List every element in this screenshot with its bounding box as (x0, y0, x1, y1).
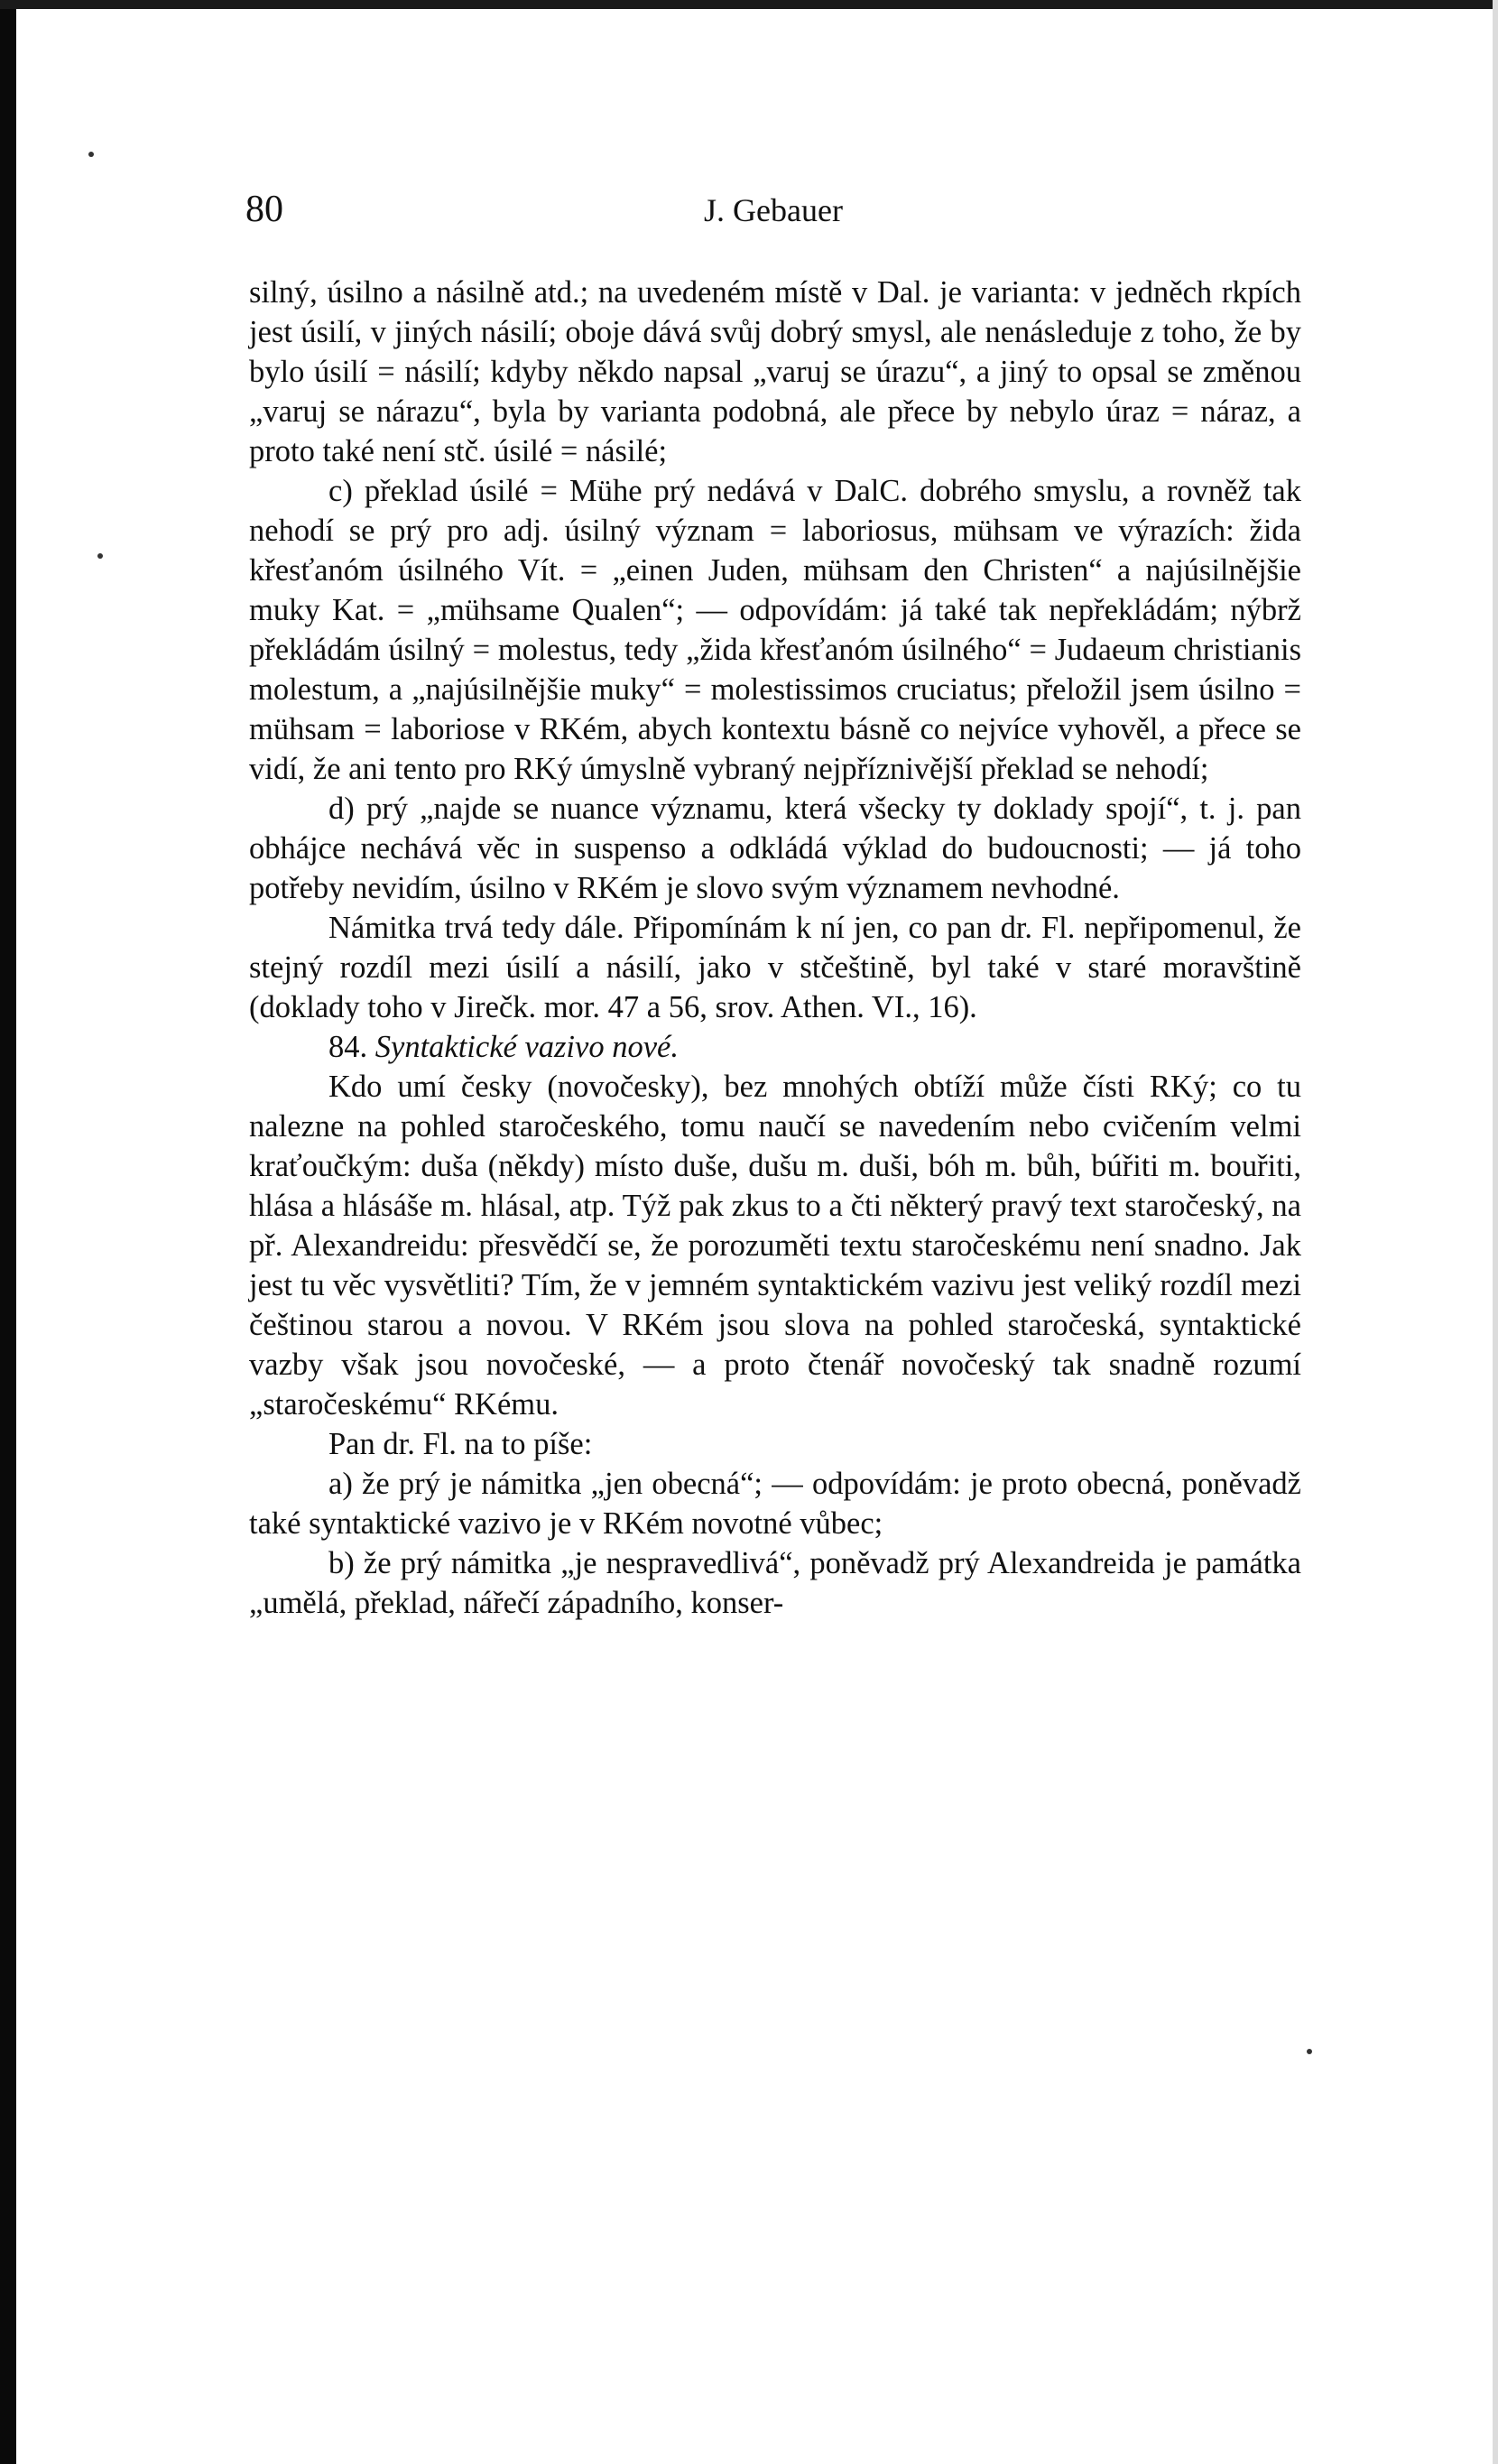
section-heading (249, 1027, 1301, 1067)
page-number: 80 (245, 189, 283, 230)
scan-speck (97, 553, 103, 559)
paragraph: b) že prý námitka „je nespravedlivá“, poněvadž prý Alexandreida je památka „umělá, překlad, nářečí západního, konser- (249, 1546, 1301, 1620)
page-body (249, 273, 1301, 1623)
paragraph: silný, úsilno a násilně atd.; na uvedeném místě v Dal. je varianta: v jedněch rkpích jest úsilí, v jiných násilí; oboje dává svůj dobrý smysl, ale nenásleduje z toho, že by bylo úsilí = násilí; kdyby někdo napsal „varuj se úrazu“, a jiný to opsal se změnou „varuj se nárazu“, byla by varianta podobná, ale přece by nebylo úraz = náraz, a proto také není stč. úsilé = násilé; (249, 275, 1301, 468)
paragraph: d) prý „najde se nuance významu, která všecky ty doklady spojí“, t. j. pan obhájce nechává věc in suspenso a odkládá výklad do budoucnosti; — já toho potřeby nevidím, úsilno v RKém je slovo svým významem nevhodné. (249, 792, 1301, 905)
paragraph: Námitka trvá tedy dále. Připomínám k ní jen, co pan dr. Fl. nepřipomenul, že stejný rozdíl mezi úsilí a násilí, jako v stčeštině, byl také v staré moravštině (doklady toho v Jirečk. mor. 47 a 56, srov. Athen. VI., 16). (249, 911, 1301, 1024)
paragraph: a) že prý je námitka „jen obecná“; — odpovídám: je proto obecná, poněvadž také syntaktické vazivo je v RKém novotné vůbec; (249, 1467, 1301, 1541)
running-head: J. Gebauer (704, 192, 843, 228)
paragraph: Kdo umí česky (novočesky), bez mnohých obtíží může čísti RKý; co tu nalezne na pohled staročeského, tomu naučí se navedením nebo cvičením velmi kraťoučkým: duša (někdy) místo duše, dušu m. duši, bóh m. bůh, búřiti m. bouřiti, hlása a hlásáše m. hlásal, atp. Týž pak zkus to a čti některý pravý text staročeský, na př. Alexandreidu: přesvědčí se, že porozuměti textu staročeskému není snadno. Jak jest tu věc vysvětliti? Tím, že v jemném syntaktickém vazivu jest veliký rozdíl mezi češtinou starou a novou. V RKém jsou slova na pohled staročeská, syntaktické vazby však jsou novočeské, — a proto čtenář novočeský tak snadně rozumí „staročeskému“ RKému. (249, 1070, 1301, 1422)
section-title: Syntaktické vazivo nové. (374, 1030, 679, 1064)
paragraph: c) překlad úsilé = Mühe prý nedává v DalC. dobrého smyslu, a rovněž tak nehodí se prý pro adj. úsilný význam = laboriosus, mühsam ve výrazích: žida křesťanóm úsilného Vít. = „einen Juden, mühsam den Christen“ a najúsilnějšie muky Kat. = „mühsame Qualen“; — odpovídám: já také tak nepřekládám; nýbrž překládám úsilný = molestus, tedy „žida křesťanóm úsilného“ = Judaeum christianis molestum, a „najúsilnějšie muky“ = molestissimos cruciatus; přeložil jsem úsilno = mühsam = laboriose v RKém, abych kontextu básně co nejvíce vyhověl, a přece se vidí, že ani tento pro RKý úmyslně vybraný nejpříznivější překlad se nehodí; (249, 474, 1301, 786)
section-number: 84. (328, 1030, 368, 1064)
scan-left-border (0, 0, 16, 2464)
scan-speck (1307, 2049, 1312, 2054)
scan-top-border (0, 0, 1498, 9)
scan-right-border (1493, 0, 1498, 2464)
paragraph: Pan dr. Fl. na to píše: (328, 1427, 593, 1461)
page-header (245, 188, 1301, 242)
scan-speck (88, 152, 94, 157)
